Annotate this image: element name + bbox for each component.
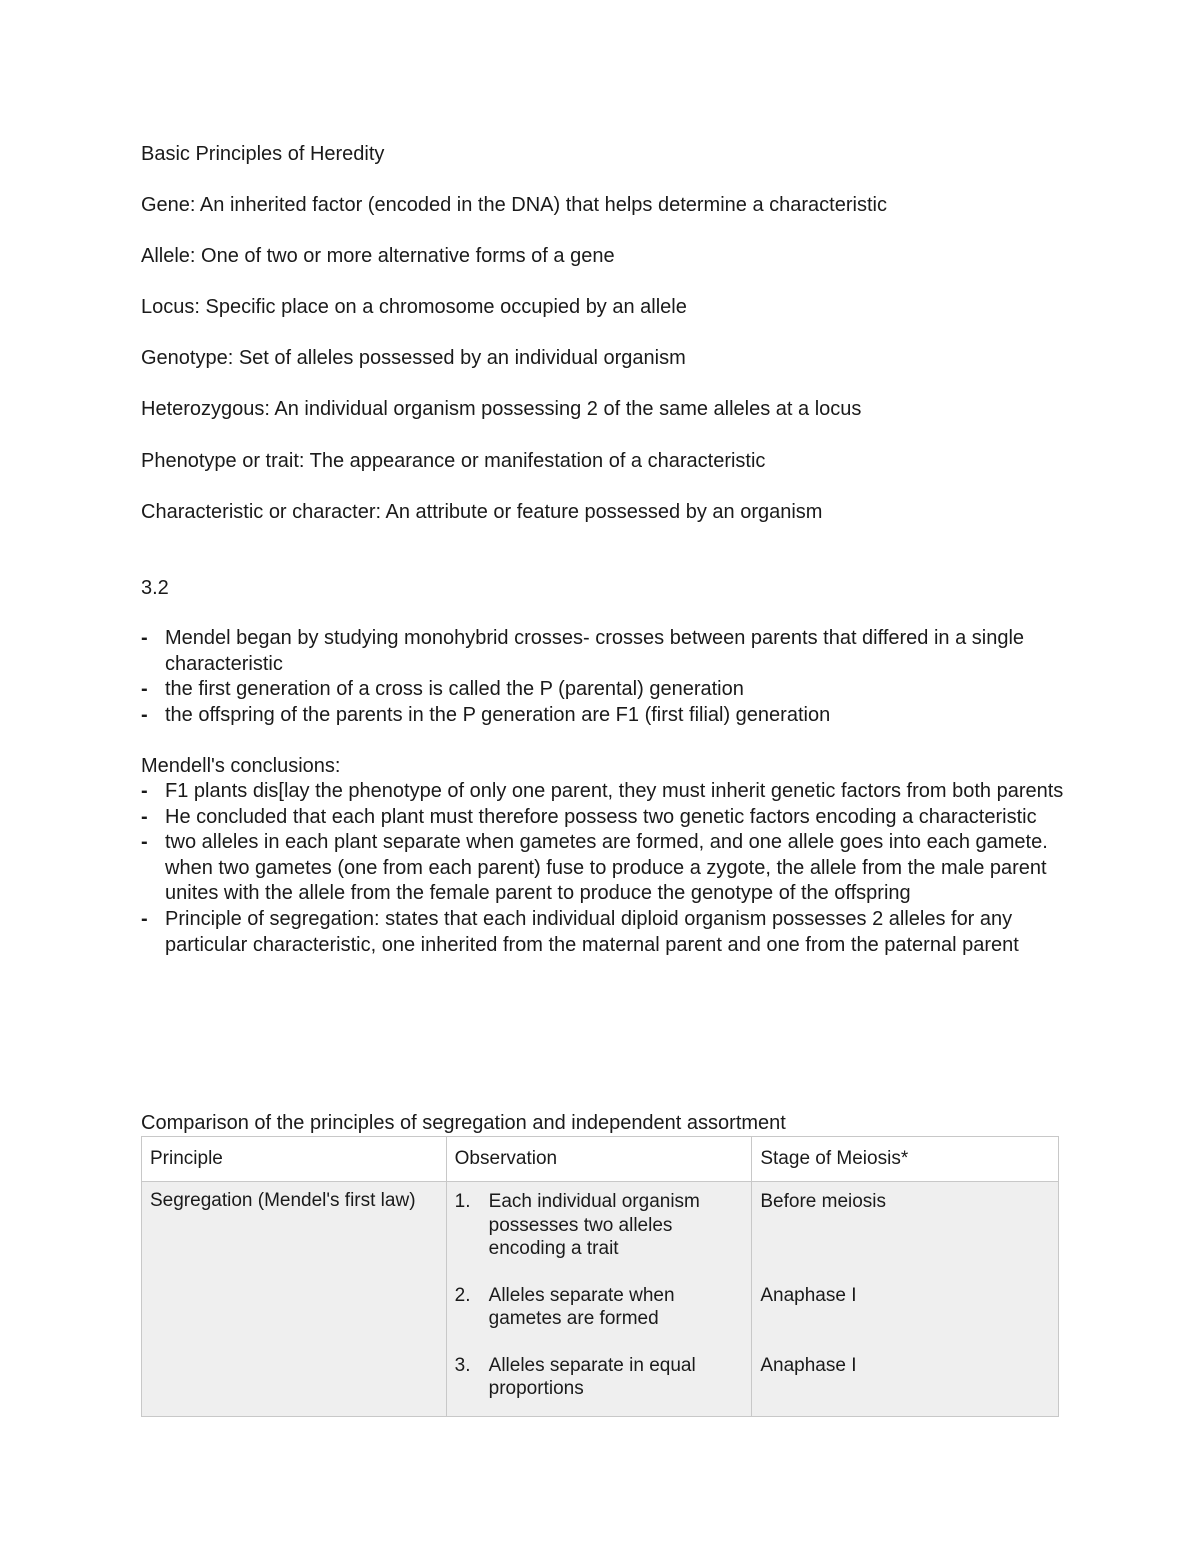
dash-bullet: - [141, 627, 148, 649]
dash-bullet: - [141, 831, 148, 854]
cell-stages [752, 1182, 1059, 1417]
dash-bullet: - [141, 678, 148, 701]
cell-observations [446, 1182, 752, 1417]
section-bullet-list [141, 626, 1071, 728]
definition-gene: Gene: An inherited factor (encoded in the DNA) that helps determine a characteristic [141, 194, 887, 216]
list-item: - the first generation of a cross is called the P (parental) generation [141, 677, 1071, 703]
cell-principle: Segregation (Mendel's first law) [142, 1182, 447, 1417]
list-item: - Mendel began by studying monohybrid crosses- crosses between parents that differed in a single characteristic [141, 627, 1025, 675]
header-stage: Stage of Meiosis* [752, 1137, 1059, 1182]
definition-allele: Allele: One of two or more alternative forms of a gene [141, 245, 615, 267]
list-item: 2. Alleles separate when gametes are formed [454, 1284, 675, 1329]
list-item: 3. Alleles separate in equal proportions [454, 1354, 696, 1399]
observation-list [455, 1190, 744, 1401]
stage-list [760, 1190, 1050, 1378]
stage-item: Anaphase I [760, 1355, 857, 1376]
dash-bullet: - [141, 805, 148, 828]
list-item: - He concluded that each plant must therefore possess two genetic factors encoding a characteristic [141, 805, 1071, 831]
list-item: 1. Each individual organism possesses two alleles encoding a trait [454, 1191, 700, 1259]
conclusions-list [141, 779, 1071, 958]
comparison-table [141, 1136, 1059, 1417]
conclusions-heading: Mendell's conclusions: [141, 755, 341, 777]
definition-heterozygous: Heterozygous: An individual organism possessing 2 of the same alleles at a locus [141, 398, 862, 420]
list-item: - two alleles in each plant separate when gametes are formed, and one allele goes into each gamete. when two gametes (one from each parent) fuse to produce a zygote, the allele from the male parent unites with the allele from the female parent to produce the genotype of the offspring [141, 831, 1048, 905]
list-item: - F1 plants dis[lay the phenotype of only one parent, they must inherit genetic factors from both parents [141, 779, 1071, 805]
dash-bullet: - [141, 780, 148, 802]
table-header-row [142, 1137, 1059, 1182]
definition-phenotype: Phenotype or trait: The appearance or manifestation of a characteristic [141, 450, 766, 472]
stage-item: Before meiosis [760, 1191, 887, 1212]
header-principle: Principle [142, 1137, 447, 1182]
definition-characteristic: Characteristic or character: An attribute or feature possessed by an organism [141, 501, 823, 523]
list-item: - Principle of segregation: states that each individual diploid organism possesses 2 alleles for any particular characteristic, one inherited from the maternal parent and one from the paternal parent [141, 907, 1019, 956]
header-observation: Observation [446, 1137, 752, 1182]
dash-bullet: - [141, 703, 148, 726]
definition-locus: Locus: Specific place on a chromosome occupied by an allele [141, 296, 687, 318]
list-item: - the offspring of the parents in the P generation are F1 (first filial) generation [141, 703, 1071, 729]
stage-item: Anaphase I [760, 1284, 857, 1306]
definition-genotype: Genotype: Set of alleles possessed by an individual organism [141, 347, 686, 369]
section-number: 3.2 [141, 577, 169, 599]
table-row [142, 1182, 1059, 1417]
dash-bullet: - [141, 907, 148, 930]
document-title: Basic Principles of Heredity [141, 143, 385, 165]
table-caption: Comparison of the principles of segregation and independent assortment [141, 1112, 786, 1134]
